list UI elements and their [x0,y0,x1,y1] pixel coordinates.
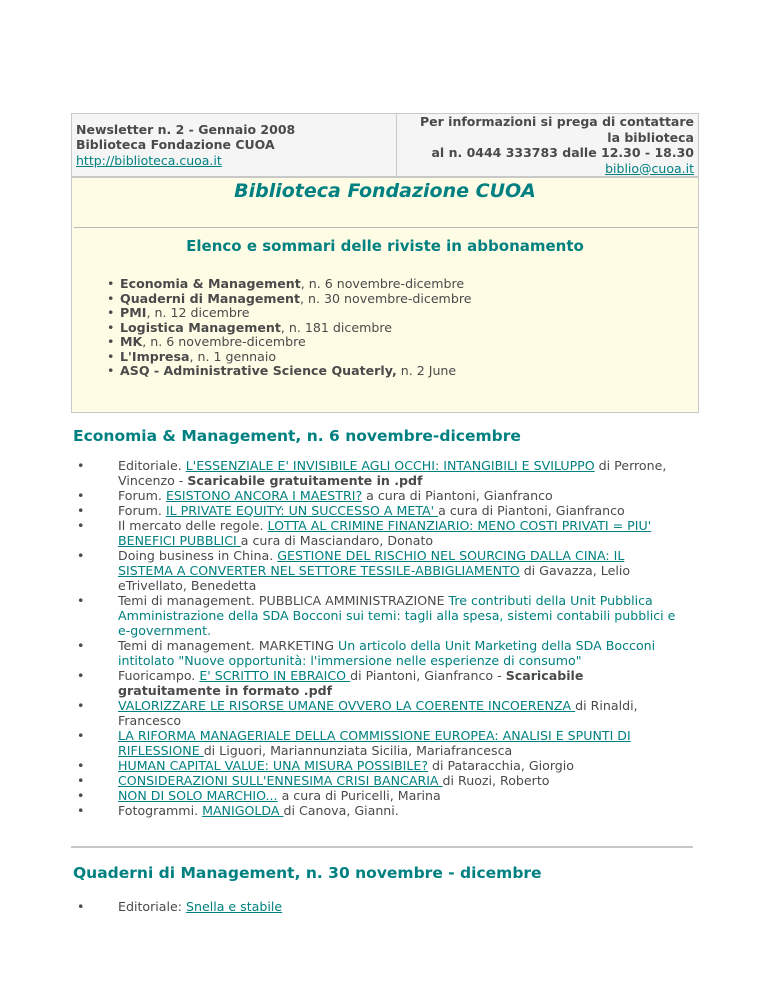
article-item [118,518,678,548]
article-item [118,488,678,503]
article-link[interactable]: LOTTA AL CRIMINE FINANZIARIO: MENO COSTI PRIVATI = PIU' BENEFICI PUBBLICI [118,518,652,548]
magazine-list-item [120,277,471,292]
article-item [118,803,678,818]
magazine-list-item [120,335,471,350]
info-line-2: la biblioteca [607,129,694,145]
article-rubric: Editoriale. [118,458,186,473]
org-name: Biblioteca Fondazione CUOA [76,137,275,153]
info-line-3: al n. 0444 333783 dalle 12.30 - 18.30 [431,145,694,160]
article-author: di Liguori, Mariannunziata Sicilia, Mariafrancesca [203,743,513,758]
article-item [118,548,678,593]
newsletter-header [71,113,699,177]
article-link[interactable]: IL PRIVATE EQUITY: UN SUCCESSO A META' [165,503,439,518]
magazine-issue: , n. 12 dicembre [146,305,250,320]
magazine-name: Economia & Management [120,276,301,291]
summary-box [71,177,699,413]
header-right-cell [397,114,699,177]
article-link[interactable]: ESISTONO ANCORA I MAESTRI? [165,488,363,503]
article-link[interactable]: GESTIONE DEL RISCHIO NEL SOURCING DALLA CINA: IL SISTEMA A CONVERTER NEL SETTORE TESSILE-ABBIGLIAMENTO [118,548,625,578]
magazine-name: L'Impresa [120,348,190,364]
magazine-issue: n. 2 June [396,363,457,378]
article-rubric: Il mercato delle regole. [118,518,268,533]
newsletter-issue: Newsletter n. 2 - Gennaio 2008 [76,121,296,137]
article-link[interactable]: Snella e stabile [185,899,283,914]
article-link[interactable]: CONSIDERAZIONI SULL'ENNESIMA CRISI BANCARIA [118,773,443,788]
magazine-list-item [120,306,471,321]
article-author: a cura di Piantoni, Gianfranco [438,503,625,518]
magazine-issue: , n. 1 gennaio [189,348,277,364]
magazine-issue: , n. 181 dicembre [280,319,393,335]
article-author: di Pataracchia, Giorgio [428,758,574,773]
section-divider [71,846,693,848]
info-line-1: Per informazioni si prega di contattare [420,114,694,129]
article-author: di Perrone, Vincenzo - [118,458,667,488]
section-title-economia: Economia & Management, n. 6 novembre-dicembre [73,427,521,445]
article-link[interactable]: LA RIFORMA MANAGERIALE DELLA COMMISSIONE EUROPEA: ANALISI E SPUNTI DI RIFLESSIONE [118,728,631,758]
magazine-list-item [120,364,471,379]
article-link[interactable]: HUMAN CAPITAL VALUE: UNA MISURA POSSIBILE? [118,758,429,773]
box-divider [74,227,698,228]
article-author: a cura di Piantoni, Gianfranco [362,488,553,503]
article-link[interactable]: E' SCRITTO IN EBRAICO [199,668,351,683]
article-link[interactable]: VALORIZZARE LE RISORSE UMANE OVVERO LA COERENTE INCOERENZA [118,698,576,713]
article-rubric: Fotogrammi. [118,803,203,818]
article-rubric: Temi di management. PUBBLICA AMMINISTRAZIONE [118,593,449,608]
article-author: a cura di Masciandaro, Donato [240,533,434,548]
article-rubric: Editoriale: [118,899,186,914]
article-item [118,899,678,914]
magazine-list-item [120,321,471,336]
article-description: Un articolo della Unit Marketing della SDA Bocconi intitolato "Nuove opportunità: l'immersione nelle esperienze di consumo" [118,638,656,668]
article-rubric: Temi di management. MARKETING [118,638,338,653]
article-item [118,503,678,518]
magazine-list [120,277,471,379]
article-rubric: Forum. [118,488,166,503]
article-item [118,638,678,668]
article-author: di Rinaldi, Francesco [118,698,638,728]
section-economia-list [118,458,678,818]
article-description: Tre contributi della Unit Pubblica Amministrazione della SDA Bocconi sui temi: tagli alla spesa, sistemi contabili pubblici e e-government. [118,593,676,638]
header-left-cell [72,114,397,177]
article-link[interactable]: NON DI SOLO MARCHIO... [118,788,278,803]
magazine-issue: , n. 6 novembre-dicembre [142,334,306,349]
magazine-name: ASQ - Administrative Science Quaterly, [120,363,397,378]
article-item [118,728,678,758]
article-item [118,773,678,788]
magazine-list-item [120,292,471,307]
article-rubric: Fuoricampo. [118,668,200,683]
article-rubric: Doing business in China. [118,548,278,563]
magazine-issue: , n. 6 novembre-dicembre [300,276,465,291]
section-title-quaderni: Quaderni di Management, n. 30 novembre - dicembre [73,864,542,882]
magazine-name: MK [120,334,143,349]
article-author: di Ruozi, Roberto [442,773,550,788]
magazine-list-item [120,350,471,365]
article-link[interactable]: MANIGOLDA [202,803,284,818]
article-author: di Piantoni, Gianfranco - [350,668,506,683]
magazine-name: PMI [120,305,147,320]
box-subtitle: Elenco e sommari delle riviste in abbonamento [186,237,584,255]
email-link[interactable]: biblio@cuoa.it [605,160,694,176]
article-item [118,668,678,698]
magazine-issue: , n. 30 novembre-dicembre [300,290,472,306]
website-link[interactable]: http://biblioteca.cuoa.it [76,152,222,168]
download-note: Scaricabile gratuitamente in .pdf [187,473,423,488]
box-title: Biblioteca Fondazione CUOA [234,180,536,202]
section-quaderni-list [118,899,678,914]
magazine-name: Quaderni di Management [120,290,301,306]
article-item [118,593,678,638]
article-author: di Canova, Gianni. [283,803,399,818]
article-rubric: Forum. [118,503,166,518]
download-note: Scaricabile gratuitamente in formato .pdf [118,668,584,698]
article-author: di Gavazza, Lelio eTrivellato, Benedetta [118,563,631,593]
article-link[interactable]: L'ESSENZIALE E' INVISIBILE AGLI OCCHI: INTANGIBILI E SVILUPPO [185,458,595,473]
article-item [118,758,678,773]
article-author: a cura di Puricelli, Marina [277,788,441,803]
magazine-name: Logistica Management [120,319,281,335]
article-item [118,458,678,488]
article-item [118,788,678,803]
article-item [118,698,678,728]
